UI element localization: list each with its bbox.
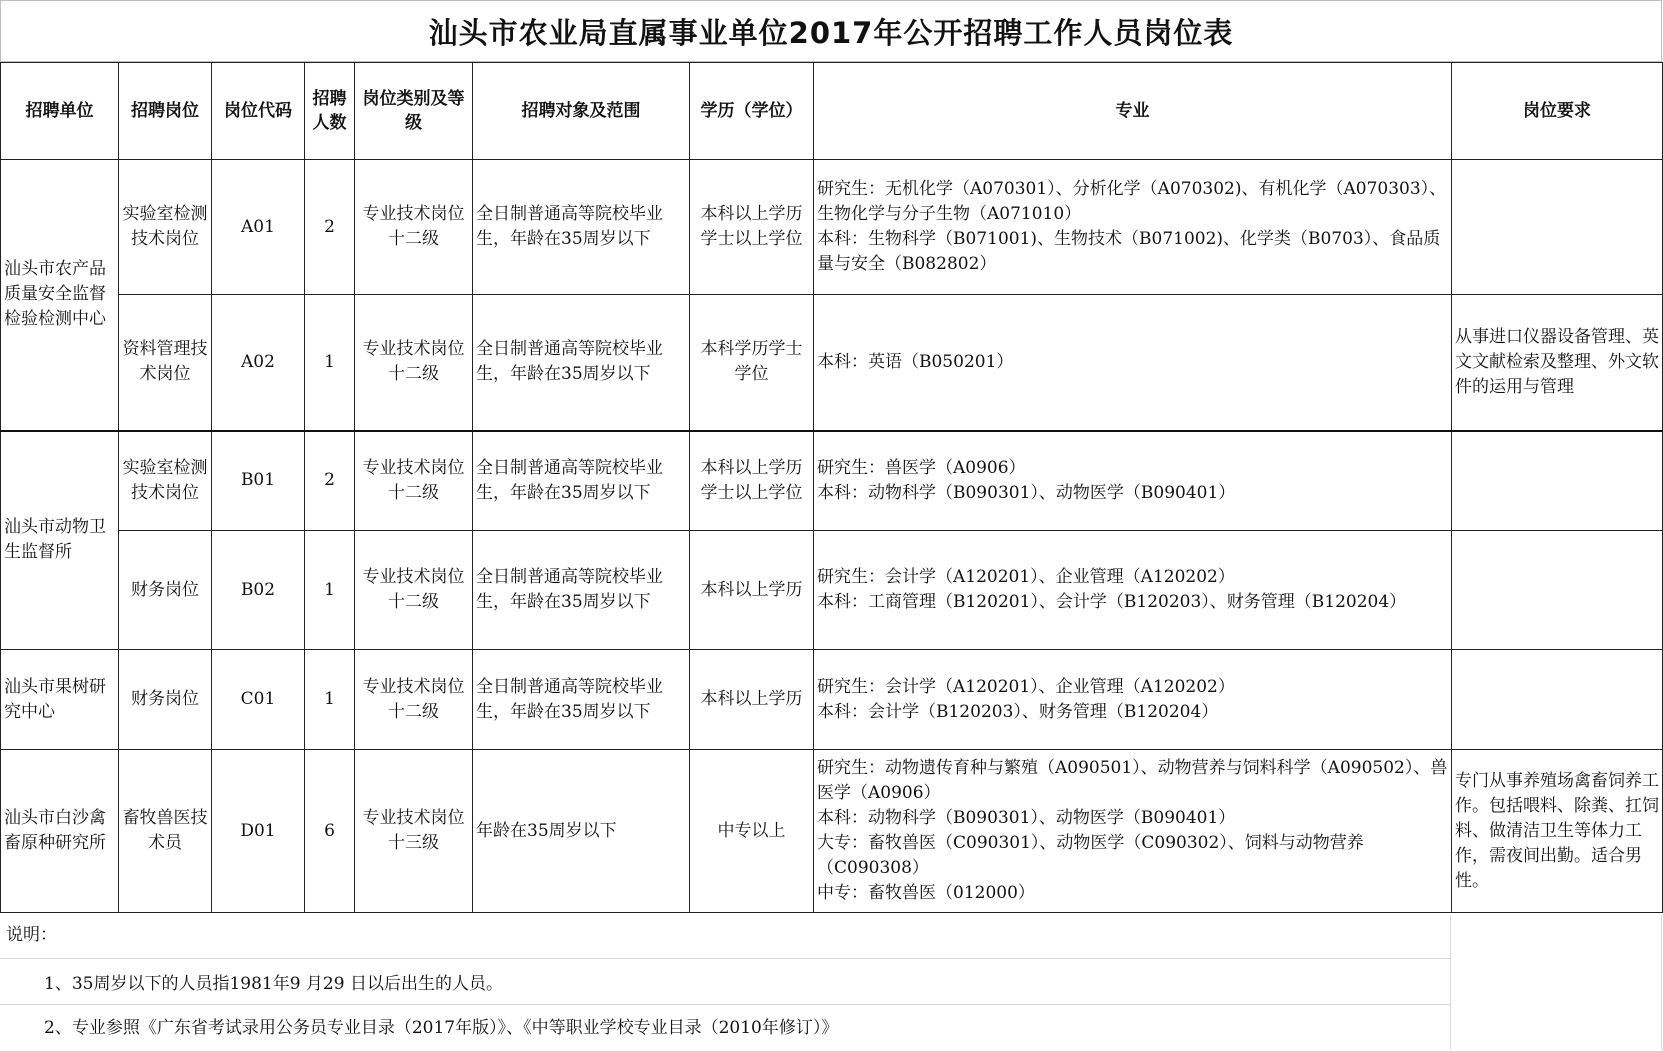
position-cell: 财务岗位 — [119, 650, 212, 750]
header-row — [1, 63, 1663, 160]
position-cell: 畜牧兽医技术员 — [119, 750, 212, 913]
education-cell: 本科以上学历 — [690, 650, 814, 750]
notes-item-row — [0, 1005, 1450, 1050]
position-cell: 资料管理技术岗位 — [119, 295, 212, 431]
major-cell — [814, 431, 1452, 531]
position-cell: 实验室检测技术岗位 — [119, 160, 212, 295]
category-cell: 专业技术岗位十二级 — [355, 160, 473, 295]
header-major: 专业 — [814, 63, 1452, 160]
code-cell: B01 — [212, 431, 305, 531]
count-cell: 1 — [305, 650, 355, 750]
table-row — [1, 431, 1663, 531]
target-cell: 全日制普通高等院校毕业生，年龄在35周岁以下 — [473, 531, 690, 650]
code-cell: C01 — [212, 650, 305, 750]
header-position: 招聘岗位 — [119, 63, 212, 160]
table-row — [1, 295, 1663, 431]
count-cell: 6 — [305, 750, 355, 913]
target-cell: 全日制普通高等院校毕业生，年龄在35周岁以下 — [473, 431, 690, 531]
table-row — [1, 650, 1663, 750]
page-title: 汕头市农业局直属事业单位2017年公开招聘工作人员岗位表 — [428, 15, 1234, 50]
category-cell: 专业技术岗位十二级 — [355, 295, 473, 431]
education-cell: 本科以上学历学士以上学位 — [690, 160, 814, 295]
count-cell: 2 — [305, 431, 355, 531]
notes-label: 说明： — [6, 925, 57, 945]
count-cell: 2 — [305, 160, 355, 295]
code-cell: B02 — [212, 531, 305, 650]
requirement-cell — [1452, 650, 1663, 750]
major-line: 研究生：会计学（A120201）、企业管理（A120202） — [817, 676, 1235, 697]
target-cell: 全日制普通高等院校毕业生，年龄在35周岁以下 — [473, 295, 690, 431]
major-line: 大专：畜牧兽医（C090301）、动物医学（C090302）、饲料与动物营养（C090308） — [817, 833, 1364, 878]
major-line: 本科：动物科学（B090301）、动物医学（B090401） — [817, 808, 1236, 828]
position-cell: 实验室检测技术岗位 — [119, 431, 212, 531]
gridline — [1661, 915, 1662, 1050]
notes-item-row — [0, 959, 1450, 1005]
major-line: 本科：生物科学（B071001)、生物技术（B071002)、化学类（B0703）、食品质量与安全（B082802） — [817, 229, 1441, 274]
education-cell: 本科学历学士学位 — [690, 295, 814, 431]
category-cell: 专业技术岗位十三级 — [355, 750, 473, 913]
table-row — [1, 531, 1663, 650]
header-unit: 招聘单位 — [1, 63, 119, 160]
major-line: 中专：畜牧兽医（012000） — [817, 883, 1035, 903]
category-cell: 专业技术岗位十二级 — [355, 431, 473, 531]
major-line: 本科：英语（B050201） — [817, 351, 1014, 372]
major-line: 本科：会计学（B120203）、财务管理（B120204） — [817, 701, 1219, 722]
major-line: 研究生：会计学（A120201）、企业管理（A120202） — [817, 567, 1235, 587]
header-education: 学历（学位） — [690, 63, 814, 160]
requirement-cell: 从事进口仪器设备管理、英文文献检索及整理、外文软件的运用与管理 — [1452, 295, 1663, 431]
table-row — [1, 160, 1663, 295]
target-cell: 全日制普通高等院校毕业生，年龄在35周岁以下 — [473, 650, 690, 750]
notes-section — [0, 915, 1662, 1050]
header-count: 招聘人数 — [305, 63, 355, 160]
education-cell: 本科以上学历学士以上学位 — [690, 431, 814, 531]
major-cell — [814, 295, 1452, 431]
header-category: 岗位类别及等级 — [355, 63, 473, 160]
position-cell: 财务岗位 — [119, 531, 212, 650]
major-line: 研究生：兽医学（A0906） — [817, 457, 1026, 478]
major-cell — [814, 531, 1452, 650]
target-cell: 年龄在35周岁以下 — [473, 750, 690, 913]
major-line: 研究生：无机化学（A070301）、分析化学（A070302)、有机化学（A070303）、生物化学与分子生物（A071010） — [817, 179, 1447, 224]
unit-cell: 汕头市白沙禽畜原种研究所 — [1, 750, 119, 913]
category-cell: 专业技术岗位十二级 — [355, 531, 473, 650]
notes-item: 1、35周岁以下的人员指1981年9 月29 日以后出生的人员。 — [44, 974, 503, 994]
table-row — [1, 750, 1663, 913]
education-cell: 本科以上学历 — [690, 531, 814, 650]
requirement-cell — [1452, 531, 1663, 650]
requirement-cell — [1452, 160, 1663, 295]
education-cell: 中专以上 — [690, 750, 814, 913]
major-line: 研究生：动物遗传育种与繁殖（A090501）、动物营养与饲料科学（A090502）、兽医学（A0906） — [817, 758, 1448, 803]
requirement-cell — [1452, 431, 1663, 531]
code-cell: D01 — [212, 750, 305, 913]
header-code: 岗位代码 — [212, 63, 305, 160]
major-cell — [814, 650, 1452, 750]
code-cell: A02 — [212, 295, 305, 431]
header-target: 招聘对象及范围 — [473, 63, 690, 160]
code-cell: A01 — [212, 160, 305, 295]
unit-cell: 汕头市果树研究中心 — [1, 650, 119, 750]
category-cell: 专业技术岗位十二级 — [355, 650, 473, 750]
unit-cell: 汕头市动物卫生监督所 — [1, 431, 119, 650]
gridline — [1450, 915, 1451, 1050]
notes-item: 2、专业参照《广东省考试录用公务员专业目录（2017年版）》、《中等职业学校专业目录（2010年修订）》 — [44, 1018, 839, 1038]
count-cell: 1 — [305, 295, 355, 431]
notes-label-row — [0, 915, 1450, 959]
target-cell: 全日制普通高等院校毕业生，年龄在35周岁以下 — [473, 160, 690, 295]
title-row — [0, 0, 1662, 62]
requirement-cell: 专门从事养殖场禽畜饲养工作。包括喂料、除粪、扛饲料、做清洁卫生等体力工作，需夜间出勤。适合男性。 — [1452, 750, 1663, 913]
count-cell: 1 — [305, 531, 355, 650]
recruitment-table — [0, 62, 1663, 913]
major-line: 本科：动物科学（B090301）、动物医学（B090401） — [817, 482, 1236, 503]
header-requirement: 岗位要求 — [1452, 63, 1663, 160]
major-cell — [814, 750, 1452, 913]
major-cell — [814, 160, 1452, 295]
major-line: 本科：工商管理（B120201）、会计学（B120203）、财务管理（B120204） — [817, 592, 1407, 612]
unit-cell: 汕头市农产品质量安全监督检验检测中心 — [1, 160, 119, 431]
